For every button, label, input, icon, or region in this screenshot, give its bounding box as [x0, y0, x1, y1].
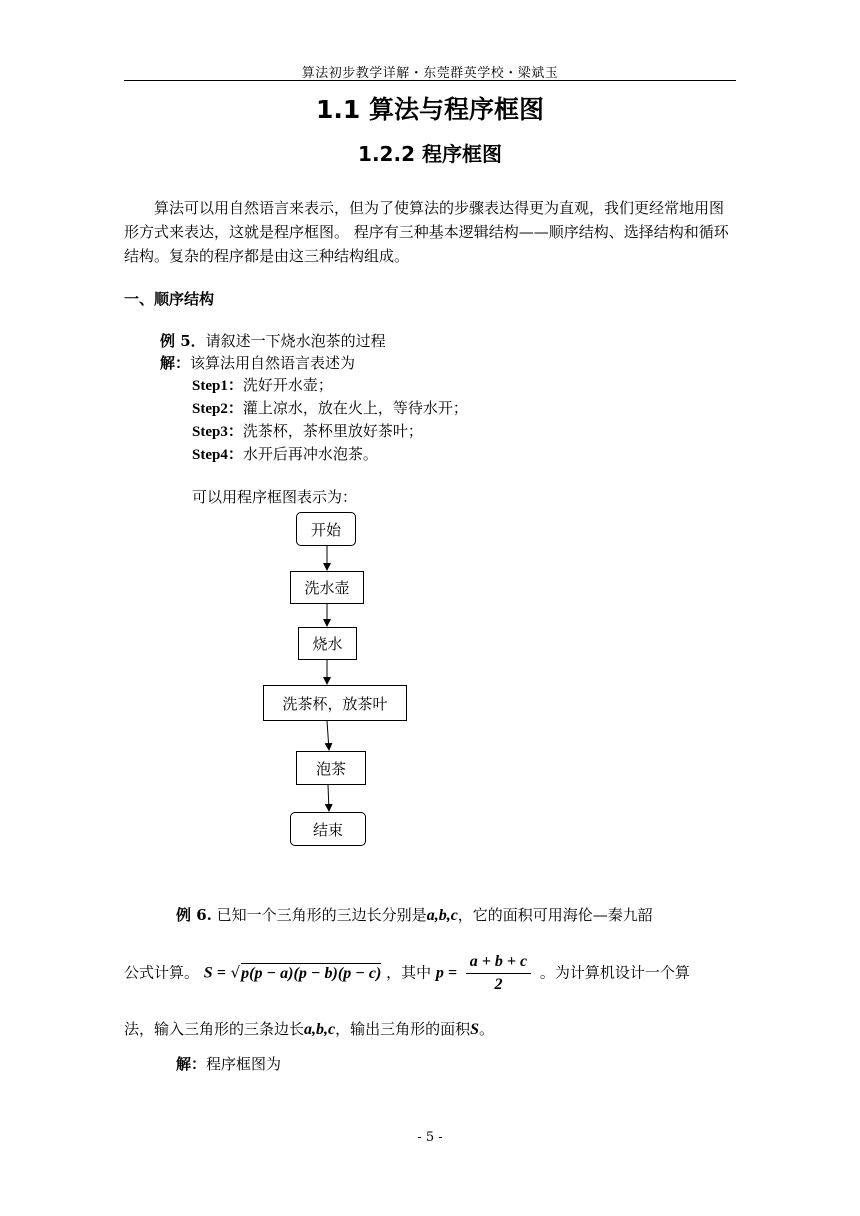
example6-text: 。: [479, 1020, 495, 1038]
running-header: 算法初步教学详解・东莞群英学校・梁斌玉: [301, 66, 559, 81]
example6-text: ，输出三角形的面积: [335, 1020, 471, 1038]
page-title: 1.1 算法与程序框图: [316, 95, 544, 124]
example5-text: 请叙述一下烧水泡茶的过程: [205, 332, 386, 350]
example5-solution-label: 解：: [160, 354, 191, 372]
formula-p-lhs: p =: [435, 964, 458, 982]
example6-text: ，它的面积可用海伦—秦九韶: [457, 906, 653, 924]
example6-solution-text: 程序框图为: [206, 1055, 282, 1073]
flowchart-start-terminal: 开始: [296, 512, 356, 546]
step-label: Step4：: [192, 447, 243, 463]
example6-text: ，其中: [386, 963, 432, 982]
formula-area-radicand: p(p − a)(p − b)(p − c): [241, 964, 382, 982]
formula-p-fraction: [466, 953, 531, 994]
example6-text: 公式计算。: [124, 963, 200, 982]
flowchart-end-terminal: 结束: [290, 812, 366, 846]
section-heading-sequence: 一、顺序结构: [124, 290, 215, 308]
example6-text: 已知一个三角形的三边长分别是: [216, 906, 427, 924]
side-variables: a,b,c: [304, 1021, 336, 1038]
step-text: 洗好开水壶；: [242, 376, 333, 394]
example6-line2: [124, 953, 690, 994]
step-text: 水开后再冲水泡茶。: [242, 445, 378, 463]
example5-solution-text: 该算法用自然语言表述为: [190, 354, 356, 372]
section-subtitle: 1.2.2 程序框图: [358, 142, 502, 166]
fraction-denominator: 2: [494, 976, 503, 993]
page-number: - 5 -: [417, 1130, 443, 1145]
flowchart-step-brew-tea: 泡茶: [296, 751, 366, 785]
example6-text: 法，输入三角形的三条边长: [124, 1020, 305, 1038]
step-label: Step2：: [192, 401, 243, 417]
example6-label: 例 6.: [176, 906, 212, 924]
side-variables: a,b,c: [426, 907, 458, 924]
example6-solution: [176, 1053, 281, 1074]
flowchart-step-boil-water: 烧水: [298, 627, 357, 660]
flow-arrow: [328, 785, 329, 811]
area-variable: S: [470, 1021, 480, 1038]
formula-area-lhs: S =: [203, 964, 226, 982]
example5-label: 例 5．: [160, 332, 206, 350]
intro-paragraph: 算法可以用自然语言来表示，但为了使算法的步骤表达得更为直观，我们更经常地用图形方式来表达，这就是程序框图。 程序有三种基本逻辑结构——顺序结构、选择结构和循环结构。复杂的程序都是由这三种结构组成。: [124, 199, 729, 265]
fraction-numerator: a + b + c: [466, 953, 531, 974]
flow-arrow: [327, 721, 329, 750]
step-label: Step3：: [192, 424, 243, 440]
example6-solution-label: 解：: [176, 1055, 207, 1073]
flowchart-step-wash-kettle: 洗水壶: [290, 571, 364, 604]
flowchart-step-wash-cups: 洗茶杯，放茶叶: [263, 685, 407, 721]
step-text: 灌上凉水，放在火上，等待水开；: [242, 399, 468, 417]
sqrt-sign: √: [230, 963, 241, 982]
example6-line1: [176, 904, 653, 925]
example6-text: 。为计算机设计一个算: [539, 963, 690, 982]
example6-line3: [124, 1018, 494, 1039]
flowchart-intro: 可以用程序框图表示为：: [192, 488, 358, 506]
step-text: 洗茶杯，茶杯里放好茶叶；: [242, 422, 423, 440]
step-label: Step1：: [192, 378, 243, 394]
